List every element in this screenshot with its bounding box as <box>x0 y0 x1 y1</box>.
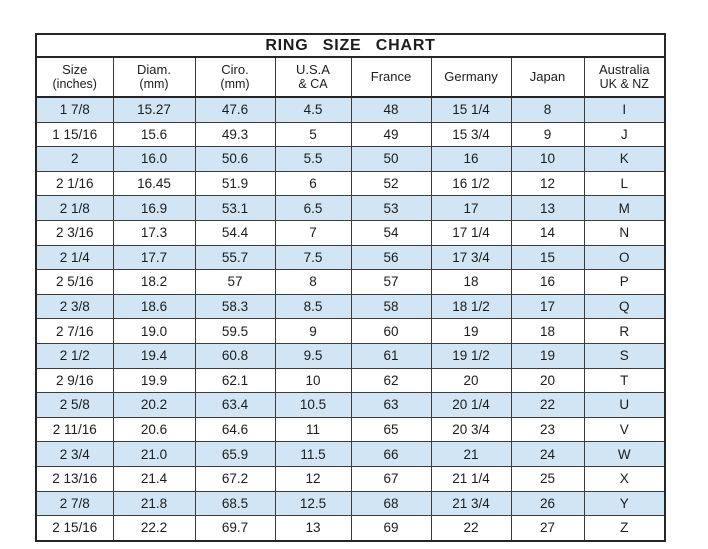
cell-australia-uk-nz: Z <box>584 516 665 541</box>
cell-size-inches: 2 3/16 <box>36 220 113 245</box>
cell-france: 67 <box>351 466 431 491</box>
cell-ciro-mm: 49.3 <box>195 122 275 147</box>
cell-size-inches: 2 5/8 <box>36 393 113 418</box>
cell-australia-uk-nz: S <box>584 343 665 368</box>
cell-size-inches: 2 <box>36 147 113 172</box>
cell-diam-mm: 17.3 <box>113 220 195 245</box>
cell-size-inches: 2 1/2 <box>36 343 113 368</box>
cell-ciro-mm: 67.2 <box>195 466 275 491</box>
cell-japan: 15 <box>511 245 584 270</box>
cell-usa-ca: 8 <box>275 270 351 295</box>
column-label: Japan <box>529 69 566 85</box>
cell-ciro-mm: 63.4 <box>195 393 275 418</box>
cell-germany: 16 1/2 <box>431 171 511 196</box>
cell-usa-ca: 12.5 <box>275 491 351 516</box>
cell-diam-mm: 16.45 <box>113 171 195 196</box>
cell-australia-uk-nz: O <box>584 245 665 270</box>
cell-germany: 18 <box>431 270 511 295</box>
cell-germany: 19 <box>431 319 511 344</box>
cell-size-inches: 1 7/8 <box>36 97 113 122</box>
cell-germany: 22 <box>431 516 511 541</box>
cell-usa-ca: 9.5 <box>275 343 351 368</box>
cell-usa-ca: 4.5 <box>275 97 351 122</box>
column-label: Diam. <box>137 61 171 77</box>
cell-diam-mm: 18.6 <box>113 294 195 319</box>
cell-usa-ca: 11 <box>275 417 351 442</box>
cell-usa-ca: 6.5 <box>275 196 351 221</box>
cell-diam-mm: 19.9 <box>113 368 195 393</box>
column-label: Size <box>62 61 88 77</box>
cell-france: 53 <box>351 196 431 221</box>
table-row <box>36 319 665 344</box>
cell-australia-uk-nz: J <box>584 122 665 147</box>
ring-size-chart-table <box>35 33 666 542</box>
cell-germany: 21 <box>431 442 511 467</box>
cell-japan: 24 <box>511 442 584 467</box>
table-row <box>36 97 665 122</box>
table-row <box>36 147 665 172</box>
cell-ciro-mm: 58.3 <box>195 294 275 319</box>
cell-ciro-mm: 55.7 <box>195 245 275 270</box>
cell-ciro-mm: 53.1 <box>195 196 275 221</box>
cell-ciro-mm: 62.1 <box>195 368 275 393</box>
cell-ciro-mm: 69.7 <box>195 516 275 541</box>
cell-australia-uk-nz: P <box>584 270 665 295</box>
column-sublabel: (mm) <box>220 77 250 92</box>
cell-usa-ca: 8.5 <box>275 294 351 319</box>
cell-diam-mm: 20.2 <box>113 393 195 418</box>
cell-size-inches: 2 7/8 <box>36 491 113 516</box>
cell-diam-mm: 19.0 <box>113 319 195 344</box>
table-row <box>36 466 665 491</box>
cell-france: 69 <box>351 516 431 541</box>
cell-usa-ca: 7.5 <box>275 245 351 270</box>
cell-japan: 17 <box>511 294 584 319</box>
column-sublabel: UK & NZ <box>599 77 649 92</box>
cell-japan: 20 <box>511 368 584 393</box>
column-header-france <box>351 57 431 97</box>
cell-japan: 18 <box>511 319 584 344</box>
column-header-ciro-mm <box>195 57 275 97</box>
cell-japan: 12 <box>511 171 584 196</box>
table-row <box>36 196 665 221</box>
cell-size-inches: 2 5/16 <box>36 270 113 295</box>
cell-france: 60 <box>351 319 431 344</box>
table-row <box>36 516 665 541</box>
cell-ciro-mm: 65.9 <box>195 442 275 467</box>
cell-size-inches: 2 3/4 <box>36 442 113 467</box>
cell-japan: 23 <box>511 417 584 442</box>
cell-germany: 20 <box>431 368 511 393</box>
column-header-japan <box>511 57 584 97</box>
column-header-australia-uk-nz <box>584 57 665 97</box>
cell-size-inches: 2 1/4 <box>36 245 113 270</box>
cell-japan: 22 <box>511 393 584 418</box>
cell-diam-mm: 20.6 <box>113 417 195 442</box>
cell-france: 48 <box>351 97 431 122</box>
cell-australia-uk-nz: I <box>584 97 665 122</box>
cell-france: 62 <box>351 368 431 393</box>
cell-size-inches: 2 11/16 <box>36 417 113 442</box>
cell-usa-ca: 10.5 <box>275 393 351 418</box>
cell-japan: 14 <box>511 220 584 245</box>
cell-size-inches: 2 7/16 <box>36 319 113 344</box>
cell-ciro-mm: 64.6 <box>195 417 275 442</box>
cell-australia-uk-nz: T <box>584 368 665 393</box>
cell-germany: 15 3/4 <box>431 122 511 147</box>
cell-size-inches: 2 13/16 <box>36 466 113 491</box>
cell-diam-mm: 19.4 <box>113 343 195 368</box>
column-header-diam-mm <box>113 57 195 97</box>
cell-australia-uk-nz: N <box>584 220 665 245</box>
cell-size-inches: 2 1/8 <box>36 196 113 221</box>
cell-germany: 21 3/4 <box>431 491 511 516</box>
cell-ciro-mm: 51.9 <box>195 171 275 196</box>
cell-ciro-mm: 60.8 <box>195 343 275 368</box>
cell-usa-ca: 12 <box>275 466 351 491</box>
table-row <box>36 368 665 393</box>
cell-ciro-mm: 47.6 <box>195 97 275 122</box>
cell-japan: 25 <box>511 466 584 491</box>
cell-germany: 17 3/4 <box>431 245 511 270</box>
cell-germany: 21 1/4 <box>431 466 511 491</box>
column-label: France <box>370 69 412 85</box>
cell-size-inches: 2 3/8 <box>36 294 113 319</box>
cell-france: 68 <box>351 491 431 516</box>
cell-germany: 20 1/4 <box>431 393 511 418</box>
cell-australia-uk-nz: M <box>584 196 665 221</box>
column-label: Australia <box>599 61 650 77</box>
cell-usa-ca: 9 <box>275 319 351 344</box>
cell-japan: 27 <box>511 516 584 541</box>
cell-australia-uk-nz: R <box>584 319 665 344</box>
cell-australia-uk-nz: V <box>584 417 665 442</box>
table-row <box>36 294 665 319</box>
cell-france: 58 <box>351 294 431 319</box>
cell-australia-uk-nz: Y <box>584 491 665 516</box>
cell-diam-mm: 16.0 <box>113 147 195 172</box>
cell-germany: 17 1/4 <box>431 220 511 245</box>
cell-diam-mm: 21.4 <box>113 466 195 491</box>
cell-australia-uk-nz: X <box>584 466 665 491</box>
cell-diam-mm: 17.7 <box>113 245 195 270</box>
cell-germany: 18 1/2 <box>431 294 511 319</box>
cell-ciro-mm: 59.5 <box>195 319 275 344</box>
column-label: Germany <box>444 69 498 85</box>
table-row <box>36 491 665 516</box>
cell-france: 65 <box>351 417 431 442</box>
cell-diam-mm: 21.0 <box>113 442 195 467</box>
table-row <box>36 343 665 368</box>
cell-diam-mm: 15.27 <box>113 97 195 122</box>
table-row <box>36 393 665 418</box>
column-header-size-inches <box>36 57 113 97</box>
column-label: Ciro. <box>221 61 249 77</box>
cell-japan: 8 <box>511 97 584 122</box>
cell-ciro-mm: 54.4 <box>195 220 275 245</box>
cell-france: 49 <box>351 122 431 147</box>
cell-japan: 13 <box>511 196 584 221</box>
cell-germany: 15 1/4 <box>431 97 511 122</box>
cell-size-inches: 2 1/16 <box>36 171 113 196</box>
cell-usa-ca: 10 <box>275 368 351 393</box>
cell-ciro-mm: 68.5 <box>195 491 275 516</box>
cell-size-inches: 1 15/16 <box>36 122 113 147</box>
cell-usa-ca: 6 <box>275 171 351 196</box>
cell-japan: 26 <box>511 491 584 516</box>
cell-australia-uk-nz: K <box>584 147 665 172</box>
cell-australia-uk-nz: Q <box>584 294 665 319</box>
table-row <box>36 220 665 245</box>
cell-diam-mm: 21.8 <box>113 491 195 516</box>
cell-usa-ca: 11.5 <box>275 442 351 467</box>
cell-ciro-mm: 50.6 <box>195 147 275 172</box>
cell-usa-ca: 5.5 <box>275 147 351 172</box>
cell-japan: 16 <box>511 270 584 295</box>
column-header-germany <box>431 57 511 97</box>
cell-diam-mm: 22.2 <box>113 516 195 541</box>
table-row <box>36 122 665 147</box>
cell-australia-uk-nz: U <box>584 393 665 418</box>
cell-usa-ca: 7 <box>275 220 351 245</box>
column-sublabel: (mm) <box>139 77 169 92</box>
cell-diam-mm: 18.2 <box>113 270 195 295</box>
cell-japan: 19 <box>511 343 584 368</box>
cell-germany: 19 1/2 <box>431 343 511 368</box>
cell-usa-ca: 13 <box>275 516 351 541</box>
table-row <box>36 171 665 196</box>
table-row <box>36 442 665 467</box>
column-sublabel: (inches) <box>52 77 97 92</box>
cell-france: 63 <box>351 393 431 418</box>
cell-ciro-mm: 57 <box>195 270 275 295</box>
column-header-row <box>36 57 665 97</box>
table-row <box>36 245 665 270</box>
cell-france: 52 <box>351 171 431 196</box>
cell-france: 50 <box>351 147 431 172</box>
table-row <box>36 270 665 295</box>
title-row <box>36 34 665 57</box>
cell-size-inches: 2 9/16 <box>36 368 113 393</box>
cell-germany: 17 <box>431 196 511 221</box>
cell-france: 54 <box>351 220 431 245</box>
cell-germany: 16 <box>431 147 511 172</box>
cell-france: 66 <box>351 442 431 467</box>
cell-france: 56 <box>351 245 431 270</box>
table-body <box>36 97 665 541</box>
cell-usa-ca: 5 <box>275 122 351 147</box>
cell-japan: 9 <box>511 122 584 147</box>
column-sublabel: & CA <box>298 77 328 92</box>
cell-france: 61 <box>351 343 431 368</box>
cell-australia-uk-nz: L <box>584 171 665 196</box>
cell-diam-mm: 15.6 <box>113 122 195 147</box>
cell-size-inches: 2 15/16 <box>36 516 113 541</box>
cell-diam-mm: 16.9 <box>113 196 195 221</box>
cell-france: 57 <box>351 270 431 295</box>
column-header-usa-ca <box>275 57 351 97</box>
cell-australia-uk-nz: W <box>584 442 665 467</box>
table-row <box>36 417 665 442</box>
column-label: U.S.A <box>296 61 330 77</box>
cell-japan: 10 <box>511 147 584 172</box>
cell-germany: 20 3/4 <box>431 417 511 442</box>
chart-title: RING SIZE CHART <box>36 34 665 57</box>
